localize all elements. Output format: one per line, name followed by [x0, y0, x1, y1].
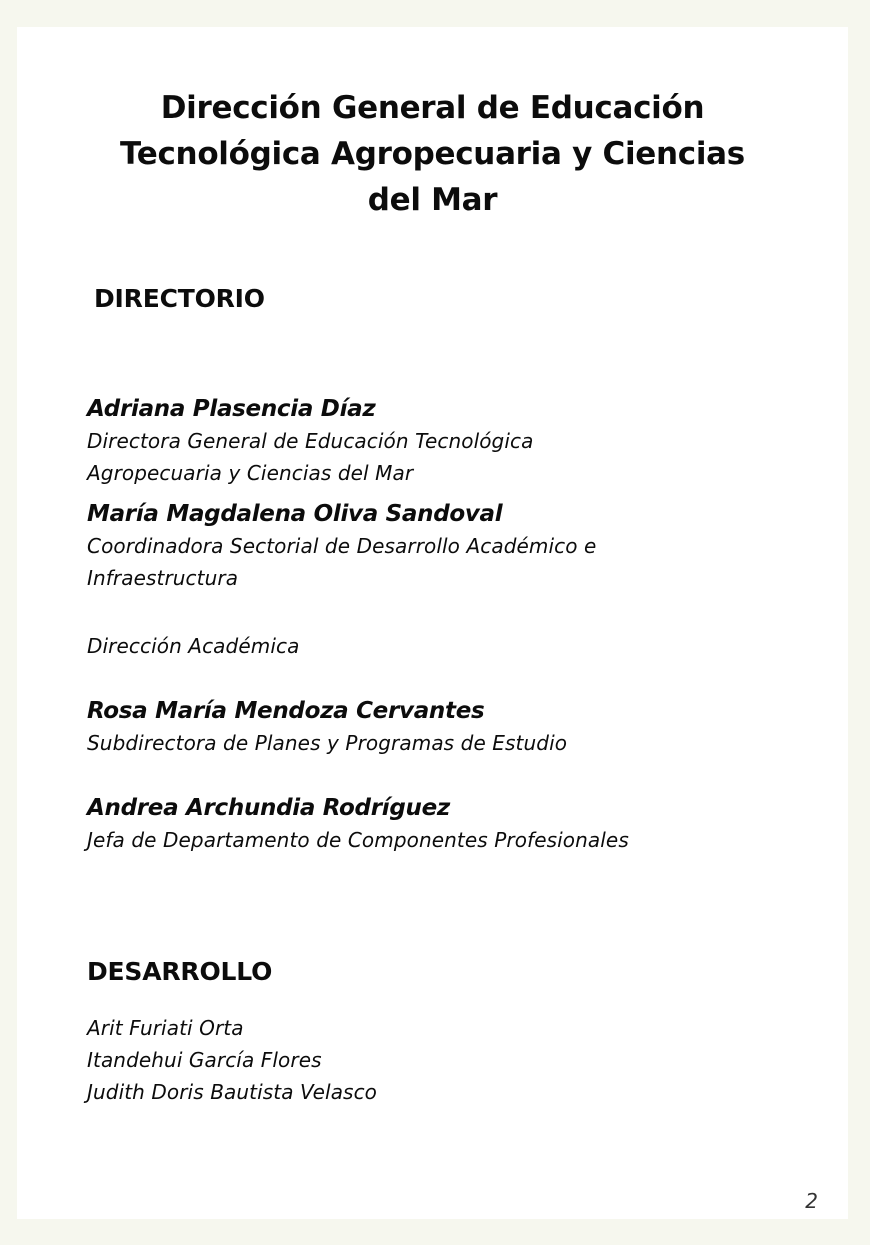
list-item: Arit Furiati Orta	[87, 1016, 244, 1040]
person-name: Andrea Archundia Rodríguez	[87, 795, 450, 821]
directory-entry	[87, 393, 787, 489]
person-role-line: Agropecuaria y Ciencias del Mar	[87, 461, 414, 485]
directory-entry	[87, 695, 787, 759]
person-role-line: Infraestructura	[87, 566, 239, 590]
title-line-3: del Mar	[367, 182, 498, 218]
document-page	[17, 27, 848, 1219]
section-label: Dirección Académica	[87, 634, 300, 658]
page-number: 2	[805, 1189, 818, 1213]
desarrollo-list	[87, 1012, 377, 1108]
title-line-2: Tecnológica Agropecuaria y Ciencias	[120, 136, 745, 172]
person-role-line: Coordinadora Sectorial de Desarrollo Académico e	[87, 534, 597, 558]
directorio-heading: DIRECTORIO	[94, 284, 265, 313]
directory-entry	[87, 498, 787, 594]
desarrollo-heading: DESARROLLO	[87, 957, 273, 986]
person-name: Rosa María Mendoza Cervantes	[87, 698, 485, 724]
directory-entry	[87, 792, 787, 856]
document-title	[77, 85, 788, 223]
person-role-line: Jefa de Departamento de Componentes Profesionales	[87, 828, 629, 852]
title-line-1: Dirección General de Educación	[160, 90, 705, 126]
list-item: Itandehui García Flores	[87, 1048, 322, 1072]
person-name: María Magdalena Oliva Sandoval	[87, 501, 503, 527]
person-role-line: Subdirectora de Planes y Programas de Estudio	[87, 731, 568, 755]
list-item: Judith Doris Bautista Velasco	[87, 1080, 377, 1104]
person-name: Adriana Plasencia Díaz	[87, 396, 376, 422]
person-role-line: Directora General de Educación Tecnológica	[87, 429, 534, 453]
